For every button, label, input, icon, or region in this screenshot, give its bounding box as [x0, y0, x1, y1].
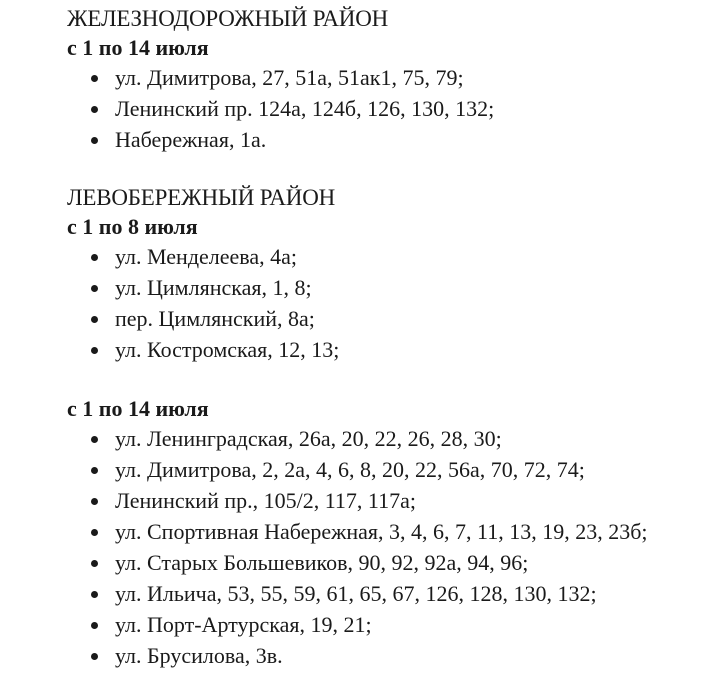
list-item [115, 423, 717, 454]
period-label: с 1 по 14 июля [67, 35, 209, 60]
address-text: ул. Брусилова, 3в. [115, 643, 283, 668]
district-heading-zheleznodorozhny: ЖЕЛЕЗНОДОРОЖНЫЙ РАЙОН [67, 6, 389, 31]
list-item [115, 485, 717, 516]
list-item [115, 640, 717, 671]
list-item [115, 609, 717, 640]
bullet-icon [91, 137, 98, 144]
bullet-icon [91, 498, 98, 505]
address-text: пер. Цимлянский, 8а; [115, 306, 315, 331]
list-item [115, 334, 717, 365]
list-item [115, 547, 717, 578]
bullet-icon [91, 591, 98, 598]
district-heading-levoberezhny: ЛЕВОБЕРЕЖНЫЙ РАЙОН [67, 185, 336, 210]
address-text: Ленинский пр. 124а, 124б, 126, 130, 132; [115, 96, 495, 121]
bullet-icon [91, 75, 98, 82]
bullet-icon [91, 285, 98, 292]
address-text: ул. Спортивная Набережная, 3, 4, 6, 7, 11, 13, 19, 23, 23б; [115, 519, 648, 544]
address-text: Набережная, 1а. [115, 127, 267, 152]
bullet-icon [91, 436, 98, 443]
spacer [67, 365, 717, 395]
address-text: ул. Ильича, 53, 55, 59, 61, 65, 67, 126, 128, 130, 132; [115, 581, 597, 606]
address-list [67, 62, 717, 155]
list-item [115, 578, 717, 609]
bullet-icon [91, 254, 98, 261]
list-item [115, 62, 717, 93]
bullet-icon [91, 316, 98, 323]
bullet-icon [91, 529, 98, 536]
list-item [115, 303, 717, 334]
address-text: ул. Порт-Артурская, 19, 21; [115, 612, 372, 637]
address-text: ул. Димитрова, 27, 51а, 51ак1, 75, 79; [115, 65, 464, 90]
address-list [67, 423, 717, 671]
bullet-icon [91, 106, 98, 113]
period-label: с 1 по 8 июля [67, 214, 198, 239]
bullet-icon [91, 467, 98, 474]
period-label: с 1 по 14 июля [67, 396, 209, 421]
bullet-icon [91, 560, 98, 567]
address-text: ул. Костромская, 12, 13; [115, 337, 340, 362]
address-text: ул. Ленинградская, 26а, 20, 22, 26, 28, 30; [115, 426, 502, 451]
bullet-icon [91, 347, 98, 354]
address-text: ул. Димитрова, 2, 2а, 4, 6, 8, 20, 22, 56а, 70, 72, 74; [115, 457, 585, 482]
list-item [115, 93, 717, 124]
list-item [115, 516, 717, 547]
address-text: ул. Менделеева, 4а; [115, 244, 298, 269]
list-item [115, 454, 717, 485]
address-text: Ленинский пр., 105/2, 117, 117а; [115, 488, 416, 513]
list-item [115, 272, 717, 303]
bullet-icon [91, 622, 98, 629]
bullet-icon [91, 653, 98, 660]
address-text: ул. Старых Большевиков, 90, 92, 92а, 94, 96; [115, 550, 529, 575]
document-body [67, 4, 717, 671]
list-item [115, 124, 717, 155]
list-item [115, 241, 717, 272]
spacer [67, 155, 717, 183]
address-list [67, 241, 717, 365]
address-text: ул. Цимлянская, 1, 8; [115, 275, 312, 300]
